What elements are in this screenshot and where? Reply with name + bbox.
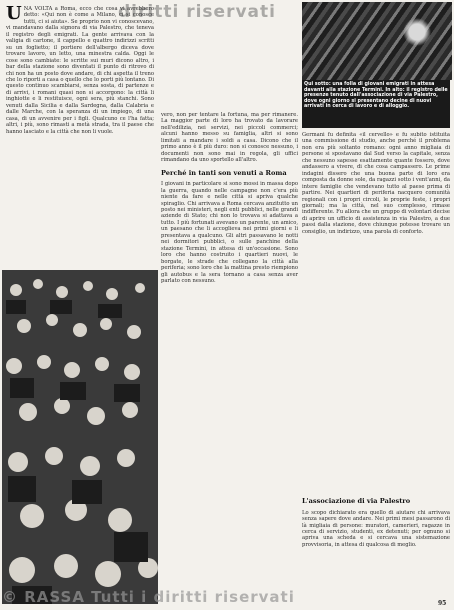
- column-1-text: NA VOLTA a Roma, ecco che cosa vi avrebbero detto: «Qui non è come a Milano, ci si conosce tutti, ci si aiuta». Se proprio non vi conoscevano, vi mandavano dalla signora di via Palestro, che teneva il registro degli emigrati. La gente arrivava con la valigia di cartone, il cappello e quattro indirizzi scritti su un foglietto; il portiere dell'albergo diceva dove trovare lavoro, un letto, una minestra calda. Oggi le cose sono cambiate: le scritte sui muri dicono altro, i bar della stazione sono diventati il punto di ritrovo di chi non ha un posto dove andare, di chi aspetta il treno che lo riporti a casa o quello che lo porti più lontano. Di questo continuo scambiarsi, senza sosta, di partenze e di arrivi, i romani quasi non si accorgono: la città li inghiotte e li restituisce, ogni sera, più stanchi. Sono venuti dalla Sicilia e dalla Sardegna, dalla Calabria e dalle Marche, con la speranza di un impiego, di una casa, di un avvenire per i figli. Qualcuno ce l'ha fatta; altri, i più, sono rimasti a metà strada, tra il paese che hanno lasciato e la città che non li vuole.: [6, 6, 154, 135]
- column-2-text: vero, non per tentare la fortuna, ma per rimanere. La maggior parte di loro ha trovato da lavorare nell'edilizia, nei servizi, nei piccoli commerci; alcuni hanno messo su famiglia, altri si sono limitati a mandare i soldi a casa. Dicono che il primo anno è il più duro: non si conosce nessuno, i documenti non sono mai in regola, gli uffici rimandano da uno sportello all'altro.: [161, 112, 298, 164]
- column-3-text: Germani fu definita «il cervello» e fu subito istituita una commissione di studio, anche perché il problema non era più soltanto romano: ogni anno migliaia di persone si spostavano dal Sud verso la capitale, senza che nessuno sapesse esattamente quante fossero, dove andassero a vivere, di che cosa campassero. Le prime indagini dissero che una buona parte di loro era composta da donne sole, da ragazzi sotto i vent'anni, da intere famiglie che vendevano tutto al paese prima di partire. Nei quartieri di periferia nacquero comunità regionali con i propri circoli, le proprie feste, i propri giornali; ma la città, nel suo complesso, rimase indifferente. Fu allora che un gruppo di volontari decise di aprire un ufficio di assistenza in via Palestro, a due passi dalla stazione, dove chiunque potesse trovare un consiglio, un indirizzo, una parola di conforto.: [302, 132, 450, 235]
- crowd-photo-image: [2, 270, 158, 604]
- column-3-text-b: Lo scopo dichiarato era quello di aiutare chi arrivava senza sapere dove andare. Nei primi mesi passarono di là migliaia di persone: muratori, camerieri, ragazze in cerca di servizio, studenti, ex detenuti; per ognuno si apriva una scheda e si cercava una sistemazione provvisoria, in attesa di qualcosa di meglio.: [302, 509, 450, 548]
- column-2-text-b: I giovani in particolare si sono mossi in massa dopo la guerra, quando nelle campagne non c'era più niente da fare e nelle città si apriva qualche spiraglio. Chi arrivava a Roma cercava anzitutto un posto nei ministeri, negli enti pubblici, nelle grandi aziende di Stato; chi non lo trovava si adattava a tutto. I più fortunati avevano un parente, un amico, un paesano che li accoglieva nei primi giorni e li presentava a qualcuno. Gli altri passavano le notti nei dormitori pubblici, o sulle panchine della stazione Termini, in attesa di un'occasione. Sono loro che hanno costruito i quartieri nuovi, le borgate, le strade che collegano la città alla periferia; sono loro che la mattina presto riempiono gli autobus e la sera tornano a casa senza aver parlato con nessuno.: [161, 181, 298, 285]
- top-photo: [302, 2, 452, 80]
- photo-caption: Qui sotto: una folla di giovani emigrati in attesa davanti alla stazione Termini. In alto: il registro delle presenze tenuto dall'associazione di via Palestro, dove ogni giorno si presentano decine di nuovi arrivati in cerca di lavoro e di alloggio.: [302, 80, 450, 128]
- watermark-top: diritti riservati: [118, 2, 276, 22]
- watermark-bottom: © RASSA Tutti i diritti riservati: [2, 588, 295, 606]
- crowd-photo: [2, 270, 158, 604]
- article-column-3-b: [302, 492, 450, 548]
- section-heading-association: L'associazione di via Palestro: [302, 497, 411, 505]
- page-number: 95: [438, 600, 447, 607]
- article-column-3: [302, 132, 450, 235]
- article-column-2: [161, 112, 298, 284]
- section-heading-rome: Perché in tanti son venuti a Roma: [161, 168, 287, 177]
- dropcap: U: [6, 3, 22, 24]
- article-column-1: [6, 3, 154, 135]
